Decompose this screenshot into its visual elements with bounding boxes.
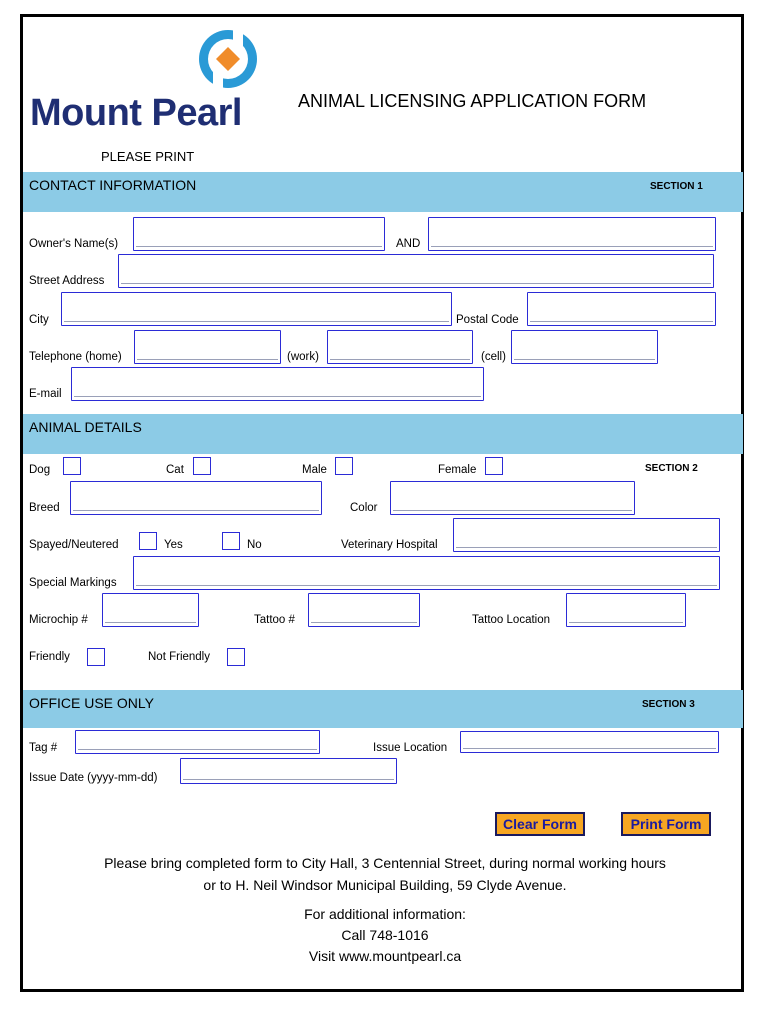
footer-line-1: Please bring completed form to City Hall, 3 Centennial Street, during normal working hours [104, 855, 666, 871]
postal-code-label: Postal Code [456, 314, 519, 326]
spayed-no-label: No [247, 539, 262, 551]
section2-band [23, 414, 743, 454]
female-label: Female [438, 464, 477, 476]
cat-checkbox[interactable] [193, 457, 211, 475]
city-label: City [29, 314, 49, 326]
email-input[interactable] [71, 367, 484, 401]
footer-line-5: Visit www.mountpearl.ca [308, 948, 462, 964]
male-label: Male [302, 464, 327, 476]
spayed-yes-checkbox[interactable] [139, 532, 157, 550]
microchip-label: Microchip # [29, 614, 88, 626]
brand-name: Mount Pearl [30, 92, 242, 134]
section1-tag: SECTION 1 [650, 181, 703, 192]
tattoo-location-label: Tattoo Location [472, 614, 551, 626]
section1-band [23, 172, 743, 212]
dog-label: Dog [29, 464, 51, 476]
friendly-label: Friendly [29, 651, 70, 663]
microchip-input[interactable] [102, 593, 199, 627]
telephone-cell-label: (cell) [481, 351, 506, 363]
print-form-button[interactable]: Print Form [621, 812, 711, 836]
clear-form-button[interactable]: Clear Form [495, 812, 585, 836]
street-address-label: Street Address [29, 275, 105, 287]
female-checkbox[interactable] [485, 457, 503, 475]
section3-tag: SECTION 3 [642, 699, 695, 710]
telephone-home-label: Telephone (home) [29, 351, 122, 363]
owner-name-2-input[interactable] [428, 217, 716, 251]
section2-heading: ANIMAL DETAILS [29, 419, 142, 435]
special-markings-input[interactable] [133, 556, 720, 590]
tag-number-label: Tag # [29, 742, 58, 754]
dog-checkbox[interactable] [63, 457, 81, 475]
and-label: AND [396, 238, 421, 250]
tag-number-input[interactable] [75, 730, 320, 754]
spayed-no-checkbox[interactable] [222, 532, 240, 550]
please-print-note: PLEASE PRINT [101, 149, 195, 164]
cat-label: Cat [166, 464, 184, 476]
friendly-checkbox[interactable] [87, 648, 105, 666]
form-title: ANIMAL LICENSING APPLICATION FORM [298, 91, 647, 111]
spayed-yes-label: Yes [164, 539, 183, 551]
veterinary-hospital-label: Veterinary Hospital [341, 539, 438, 551]
male-checkbox[interactable] [335, 457, 353, 475]
street-address-input[interactable] [118, 254, 714, 288]
tattoo-label: Tattoo # [254, 614, 295, 626]
owner-name-1-input[interactable] [133, 217, 385, 251]
owners-name-label: Owner's Name(s) [29, 238, 119, 250]
telephone-work-label: (work) [287, 351, 319, 363]
issue-date-label: Issue Date (yyyy-mm-dd) [29, 772, 158, 784]
postal-code-input[interactable] [527, 292, 716, 326]
veterinary-hospital-input[interactable] [453, 518, 720, 552]
section1-heading: CONTACT INFORMATION [29, 177, 197, 193]
not-friendly-label: Not Friendly [148, 651, 210, 663]
color-input[interactable] [390, 481, 635, 515]
tattoo-input[interactable] [308, 593, 420, 627]
not-friendly-checkbox[interactable] [227, 648, 245, 666]
telephone-home-input[interactable] [134, 330, 281, 364]
breed-label: Breed [29, 502, 60, 514]
footer-line-4: Call 748-1016 [341, 927, 429, 943]
telephone-work-input[interactable] [327, 330, 473, 364]
telephone-cell-input[interactable] [511, 330, 658, 364]
section3-band [23, 690, 743, 728]
issue-date-input[interactable] [180, 758, 397, 784]
section2-tag: SECTION 2 [645, 463, 698, 474]
email-label: E-mail [29, 388, 62, 400]
issue-location-label: Issue Location [373, 742, 448, 754]
issue-location-input[interactable] [460, 731, 719, 753]
mount-pearl-logo-icon [197, 28, 259, 90]
color-label: Color [350, 502, 378, 514]
city-input[interactable] [61, 292, 452, 326]
tattoo-location-input[interactable] [566, 593, 686, 627]
breed-input[interactable] [70, 481, 322, 515]
special-markings-label: Special Markings [29, 577, 117, 589]
spayed-neutered-label: Spayed/Neutered [29, 539, 119, 551]
section3-heading: OFFICE USE ONLY [29, 695, 154, 711]
footer-line-3: For additional information: [304, 906, 466, 922]
footer-line-2: or to H. Neil Windsor Municipal Building, 59 Clyde Avenue. [203, 877, 567, 893]
